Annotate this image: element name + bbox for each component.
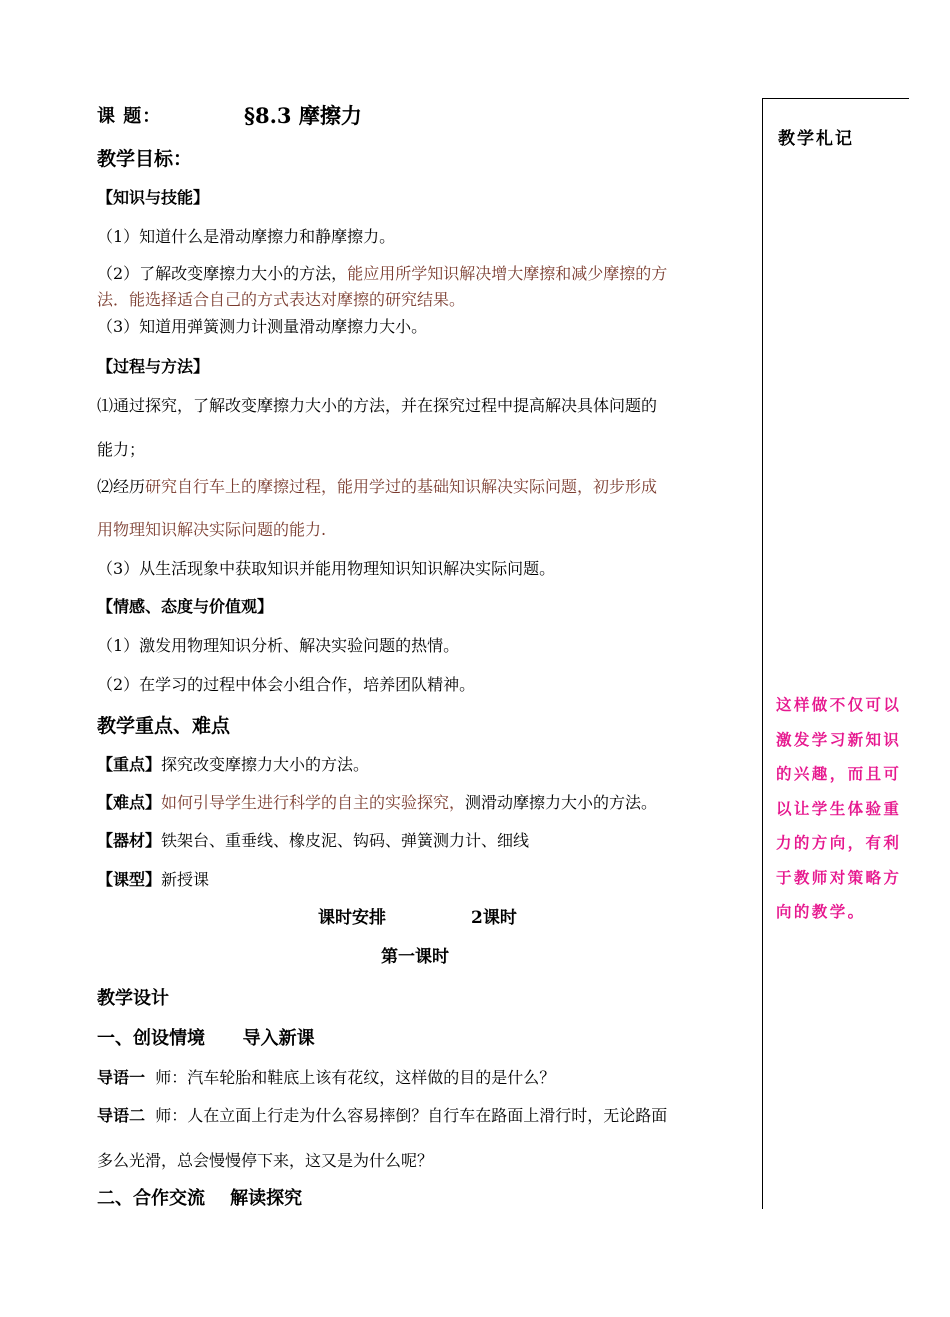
- difficulty-text-highlight: 如何引导学生进行科学的自主的实验探究，: [161, 793, 466, 812]
- knowledge-heading: 【知识与技能】: [97, 188, 210, 207]
- process-item-1-continued: 能力；: [97, 440, 146, 459]
- intro-2-text: 师：人在立面上行走为什么容易摔倒？自行车在路面上滑行时，无论路面: [155, 1106, 668, 1125]
- intro-1-row: [97, 1068, 555, 1088]
- equipment-label: 【器材】: [97, 831, 162, 850]
- knowledge-item-3: （3）知道用弹簧测力计测量滑动摩擦力大小。: [97, 317, 428, 336]
- difficulty-label: 【难点】: [97, 793, 162, 812]
- type-row: [97, 870, 209, 890]
- equipment-row: [97, 831, 529, 851]
- teaching-notes-title: 教学札记: [778, 129, 854, 149]
- objectives-heading: 教学目标：: [97, 148, 193, 170]
- intro-2-continued: 多么光滑，总会慢慢停下来，这又是为什么呢？: [97, 1151, 434, 1170]
- focus-row: [97, 755, 369, 775]
- intro-2-label: 导语二: [97, 1106, 146, 1125]
- difficulty-text: 测滑动摩擦力大小的方法。: [465, 793, 658, 812]
- knowledge-item-2: [97, 264, 667, 284]
- emotion-item-1: （1）激发用物理知识分析、解决实验问题的热情。: [97, 636, 460, 655]
- focus-text: 探究改变摩擦力大小的方法。: [161, 755, 370, 774]
- process-item-2-continued: 用物理知识解决实际问题的能力.: [97, 520, 327, 539]
- topic-title: §8.3 摩擦力: [244, 103, 362, 128]
- teaching-notes-column: [762, 98, 909, 1209]
- intro-1-text: 师：汽车轮胎和鞋底上该有花纹，这样做的目的是什么？: [155, 1068, 556, 1087]
- intro-2-row: [97, 1106, 667, 1126]
- focus-label: 【重点】: [97, 755, 162, 774]
- knowledge-item-2-part-1: （2）了解改变摩擦力大小的方法，: [97, 264, 348, 283]
- knowledge-item-2-part-2: 能应用所学知识解决增大摩擦和减少摩擦的方: [347, 264, 668, 283]
- knowledge-item-1: （1）知道什么是滑动摩擦力和静摩擦力。: [97, 227, 396, 246]
- key-points-heading: 教学重点、难点: [97, 715, 231, 737]
- topic-label: 课 题：: [97, 106, 162, 127]
- process-item-2-part-1: ⑵经历: [97, 477, 146, 496]
- knowledge-item-2-continued: 法．能选择适合自己的方式表达对摩擦的研究结果。: [97, 290, 466, 309]
- process-item-1: ⑴通过探究，了解改变摩擦力大小的方法，并在探究过程中提高解决具体问题的: [97, 396, 658, 415]
- process-item-2-part-2: 研究自行车上的摩擦过程，能用学过的基础知识解决实际问题，初步形成: [145, 477, 658, 496]
- section-1-heading: 一、创设情境 导入新课: [97, 1028, 315, 1049]
- schedule-label: 课时安排: [318, 908, 386, 928]
- design-heading: 教学设计: [97, 988, 169, 1009]
- intro-1-label: 导语一: [97, 1068, 146, 1087]
- emotion-item-2: （2）在学习的过程中体会小组合作，培养团队精神。: [97, 675, 476, 694]
- equipment-text: 铁架台、重垂线、橡皮泥、钩码、弹簧测力计、细线: [161, 831, 530, 850]
- section-2-heading: 二、合作交流 解读探究: [97, 1188, 303, 1209]
- type-label: 【课型】: [97, 870, 162, 889]
- first-lesson-heading: 第一课时: [381, 947, 449, 967]
- type-text: 新授课: [161, 870, 210, 889]
- difficulty-row: [97, 793, 657, 813]
- process-item-3: （3）从生活现象中获取知识并能用物理知识知识解决实际问题。: [97, 559, 556, 578]
- emotion-heading: 【情感、态度与价值观】: [97, 597, 274, 616]
- teaching-note: 这样做不仅可以激发学习新知识的兴趣，而且可以让学生体验重力的方向，有利于教师对策略方向的教学。: [776, 695, 902, 921]
- process-item-2: [97, 477, 657, 497]
- process-heading: 【过程与方法】: [97, 357, 210, 376]
- schedule-value: 2课时: [471, 908, 517, 928]
